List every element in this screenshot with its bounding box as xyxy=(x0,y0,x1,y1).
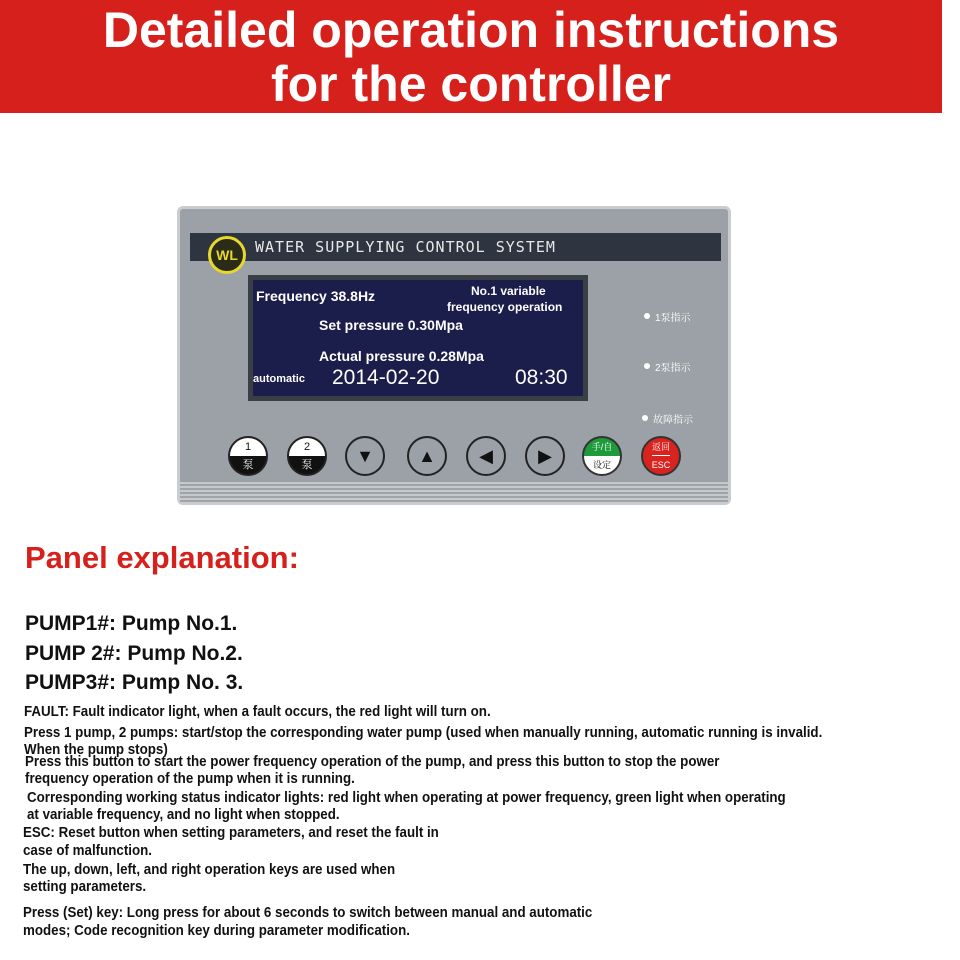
set-key-description-cont: modes; Code recognition key during parameter modification. xyxy=(23,923,410,939)
left-arrow-icon: ◀ xyxy=(479,445,493,466)
fault-indicator-light xyxy=(642,415,648,421)
left-button[interactable] xyxy=(466,436,506,476)
lcd-run-mode: automatic xyxy=(253,373,305,385)
pump1-indicator-label: 1泵指示 xyxy=(655,313,691,324)
lcd-mode-line2: frequency operation xyxy=(447,300,563,314)
pump2-indicator-light xyxy=(644,363,650,369)
esc-bottom-label: ESC xyxy=(651,460,671,470)
esc-button[interactable] xyxy=(641,436,681,476)
down-arrow-icon: ▼ xyxy=(356,445,374,466)
pump2-label: 泵 xyxy=(301,459,313,471)
down-button[interactable] xyxy=(345,436,385,476)
pump1-indicator-light xyxy=(644,313,650,319)
power-frequency-description-cont: frequency operation of the pump when it is running. xyxy=(25,771,355,787)
pump1-label: 泵 xyxy=(242,459,254,471)
controller-panel xyxy=(177,206,731,505)
lcd-actual-pressure: Actual pressure 0.28Mpa xyxy=(319,348,484,364)
indicator-description: Corresponding working status indicator lights: red light when operating at power frequency, green light when operating xyxy=(27,790,786,806)
pump3-description: PUMP3#: Pump No. 3. xyxy=(25,671,244,694)
lcd-time: 08:30 xyxy=(515,366,568,389)
up-arrow-icon: ▲ xyxy=(418,445,436,466)
pump2-number: 2 xyxy=(303,441,311,453)
arrow-keys-description-cont: setting parameters. xyxy=(23,879,147,895)
arrow-keys-description: The up, down, left, and right operation keys are used when xyxy=(23,862,396,878)
fault-indicator-label: 故障指示 xyxy=(653,415,693,426)
lcd-mode-line1: No.1 variable xyxy=(471,284,546,298)
set-key-description: Press (Set) key: Long press for about 6 seconds to switch between manual and automatic xyxy=(23,905,593,921)
system-title: WATER SUPPLYING CONTROL SYSTEM xyxy=(190,233,721,261)
lcd-frequency: Frequency 38.8Hz xyxy=(256,288,376,304)
set-bottom-label: 设定 xyxy=(592,460,611,470)
right-arrow-icon: ▶ xyxy=(538,445,552,466)
esc-top-label: 返回 xyxy=(652,438,670,456)
pump-button-description-cont: When the pump stops) xyxy=(24,742,168,758)
set-top-label: 手/自 xyxy=(591,442,613,452)
lcd-date: 2014-02-20 xyxy=(332,366,440,389)
header-title-line2: for the controller xyxy=(270,56,672,112)
pump2-button[interactable] xyxy=(287,436,327,476)
right-button[interactable] xyxy=(525,436,565,476)
lcd-screen xyxy=(248,275,588,401)
brand-logo: WL xyxy=(208,236,246,274)
up-button[interactable] xyxy=(407,436,447,476)
header-title-line1: Detailed operation instructions xyxy=(102,2,840,58)
pump2-description: PUMP 2#: Pump No.2. xyxy=(25,642,243,665)
lcd-set-pressure: Set pressure 0.30Mpa xyxy=(319,317,463,333)
page-header xyxy=(0,0,942,113)
pump-button-description: Press 1 pump, 2 pumps: start/stop the corresponding water pump (used when manually running, automatic running is invalid. xyxy=(24,725,823,741)
panel-bottom-stripes xyxy=(180,482,728,502)
pump1-description: PUMP1#: Pump No.1. xyxy=(25,612,238,635)
pump1-button[interactable] xyxy=(228,436,268,476)
pump1-number: 1 xyxy=(244,441,252,453)
set-button[interactable] xyxy=(582,436,622,476)
esc-description-cont: case of malfunction. xyxy=(23,843,152,859)
esc-description: ESC: Reset button when setting parameters, and reset the fault in xyxy=(23,825,439,841)
fault-description: FAULT: Fault indicator light, when a fault occurs, the red light will turn on. xyxy=(24,704,491,720)
pump2-indicator-label: 2泵指示 xyxy=(655,363,691,374)
indicator-description-cont: at variable frequency, and no light when stopped. xyxy=(27,807,340,823)
power-frequency-description: Press this button to start the power frequency operation of the pump, and press this button to stop the power xyxy=(25,754,720,770)
section-title: Panel explanation: xyxy=(25,540,299,575)
